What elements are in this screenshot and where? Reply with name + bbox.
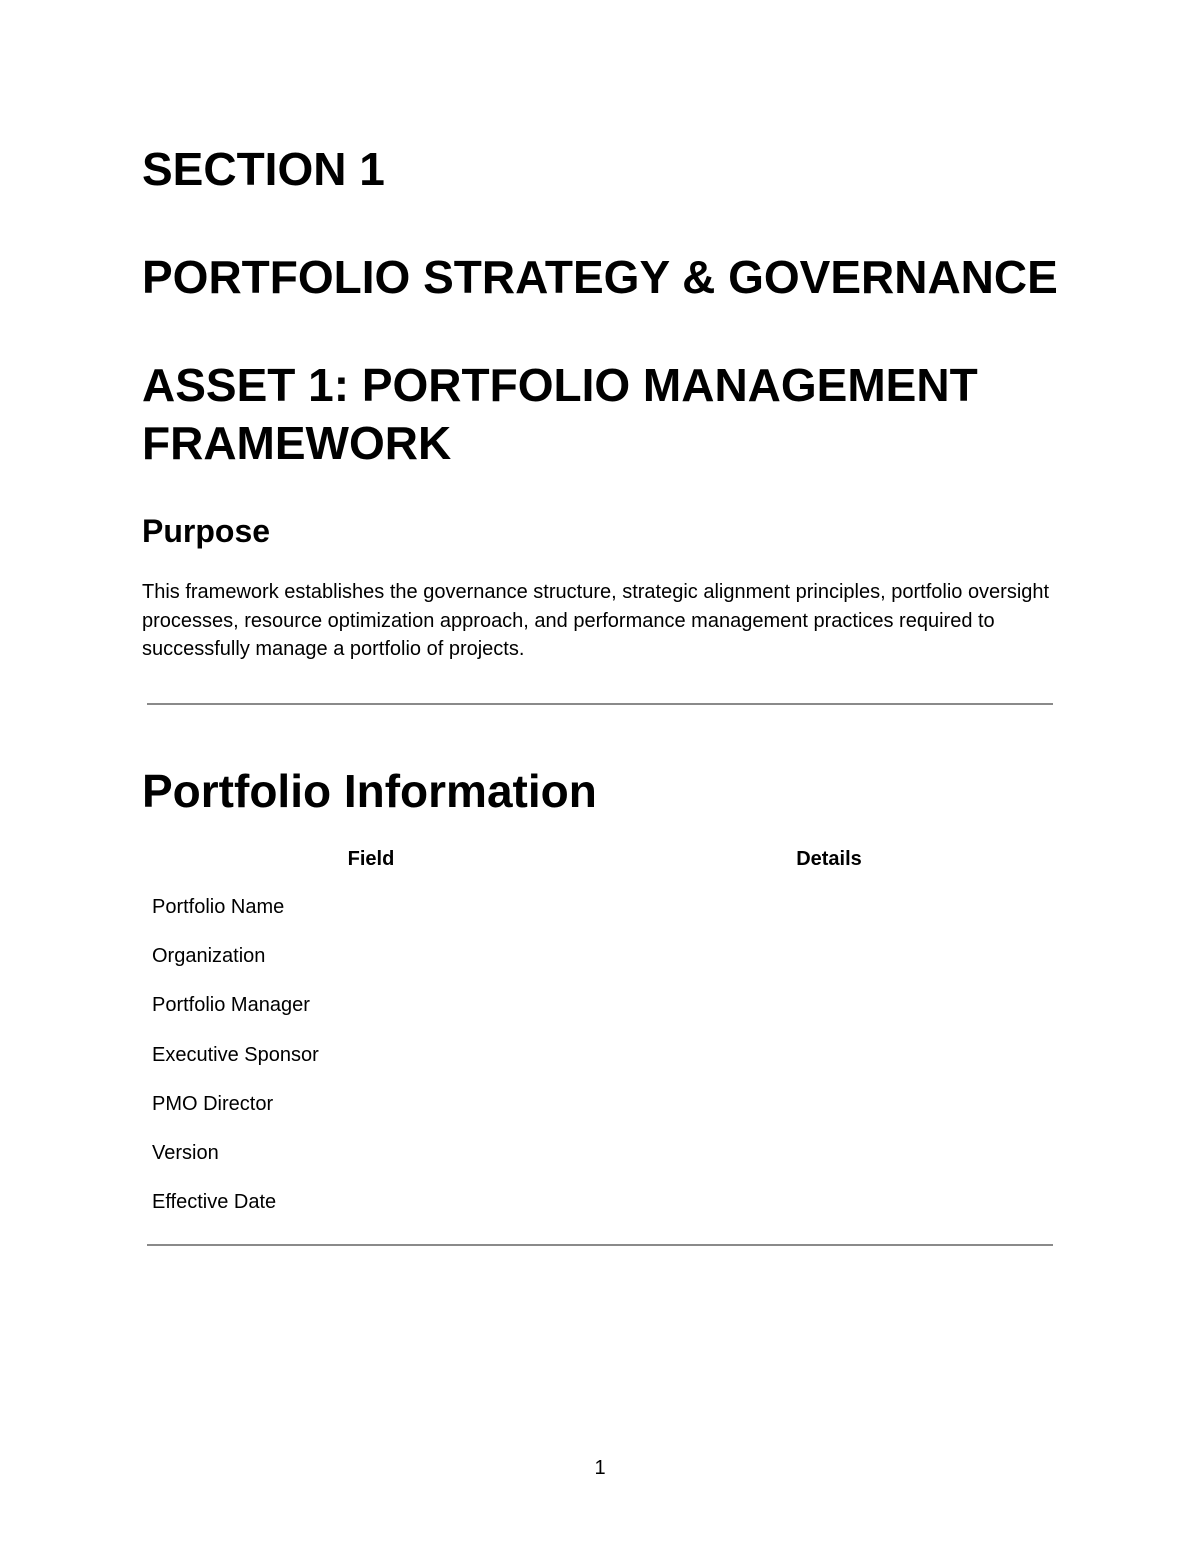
section-title: SECTION 1	[142, 143, 385, 195]
purpose-heading: Purpose	[142, 513, 271, 549]
table-row-executive-sponsor: Executive Sponsor	[152, 1043, 319, 1066]
asset-title: ASSET 1: PORTFOLIO MANAGEMENT FRAMEWORK	[142, 359, 978, 469]
portfolio-info-heading: Portfolio Information	[142, 765, 597, 817]
page-number: 1	[594, 1457, 606, 1479]
table-row-organization: Organization	[152, 945, 266, 968]
horizontal-divider	[147, 1244, 1053, 1246]
purpose-paragraph: This framework establishes the governance structure, strategic alignment principles, portfolio oversight processes, resource optimization approach, and performance management practices required to successfully manage a portfolio of projects.	[142, 581, 1050, 660]
column-header-field: Field	[347, 848, 395, 870]
portfolio-info-table	[152, 891, 319, 1235]
table-row-portfolio-manager: Portfolio Manager	[152, 994, 310, 1017]
column-header-details: Details	[796, 848, 862, 870]
horizontal-divider	[147, 703, 1053, 705]
table-row-version: Version	[152, 1141, 219, 1164]
table-row-effective-date: Effective Date	[152, 1191, 277, 1214]
table-row-portfolio-name: Portfolio Name	[152, 896, 285, 918]
section-subtitle: PORTFOLIO STRATEGY & GOVERNANCE	[142, 251, 1058, 303]
table-row-pmo-director: PMO Director	[152, 1092, 274, 1115]
